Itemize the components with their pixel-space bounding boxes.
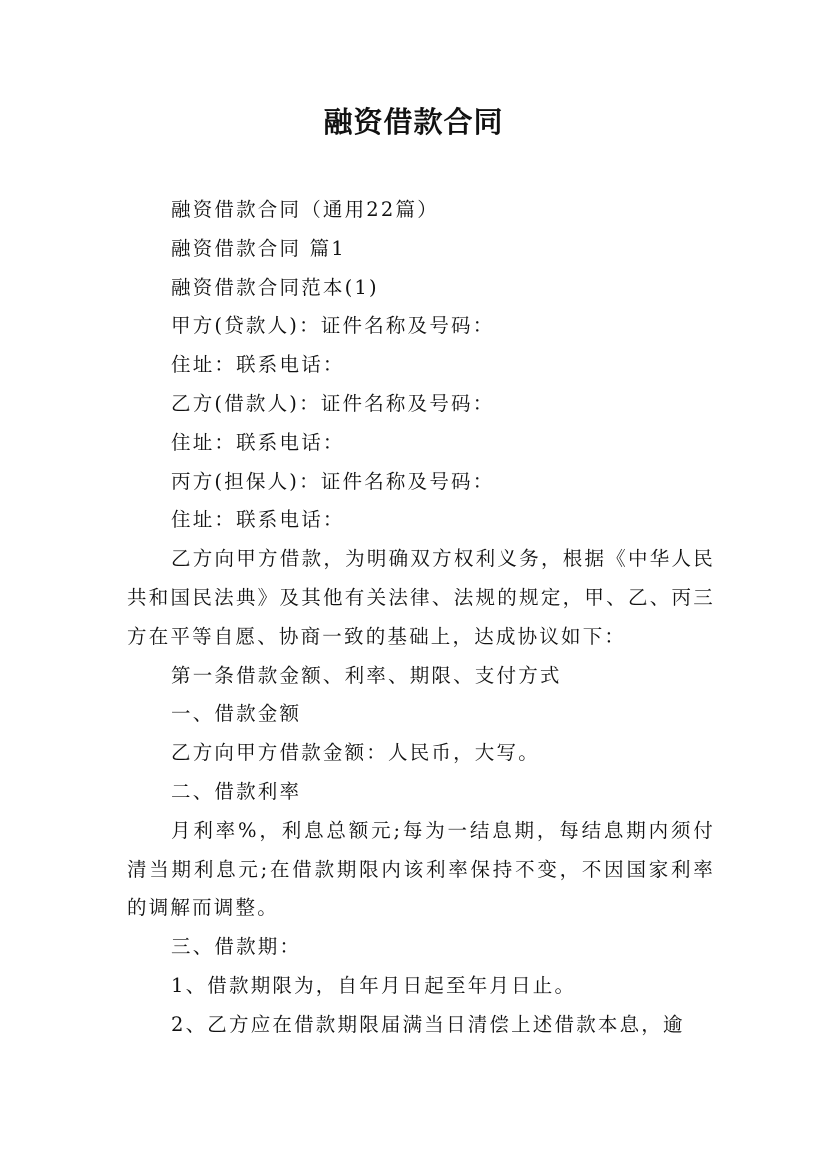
paragraph: 住址：联系电话： [171, 430, 345, 454]
paragraph: 乙方向甲方借款金额：人民币，大写。 [171, 741, 540, 765]
paragraph: 一、借款金额 [171, 702, 302, 726]
paragraph: 月利率%，利息总额元;每为一结息期，每结息期内须付清当期利息元;在借款期限内该利率保持不变，不因国家利率的调解而调整。 [127, 818, 715, 920]
paragraph: 2、乙方应在借款期限届满当日清偿上述借款本息，逾 [171, 1012, 685, 1036]
paragraph: 第一条借款金额、利率、期限、支付方式 [171, 663, 562, 687]
paragraph: 融资借款合同 篇1 [171, 236, 346, 260]
paragraph: 住址：联系电话： [171, 508, 345, 532]
paragraph: 丙方(担保人)：证件名称及号码： [171, 469, 495, 493]
paragraph: 住址：联系电话： [171, 353, 345, 377]
paragraph: 三、借款期： [171, 935, 302, 959]
paragraph: 1、借款期限为，自年月日起至年月日止。 [171, 973, 577, 997]
paragraph: 乙方(借款人)：证件名称及号码： [171, 391, 495, 415]
paragraph: 甲方(贷款人)：证件名称及号码： [171, 314, 495, 338]
paragraph: 融资借款合同（通用22篇） [171, 198, 439, 221]
paragraph: 乙方向甲方借款，为明确双方权利义务，根据《中华人民共和国民法典》及其他有关法律、法规的规定，甲、乙、丙三方在平等自愿、协商一致的基础上，达成协议如下： [127, 547, 715, 648]
document-title: 融资借款合同 [323, 105, 504, 139]
paragraph: 融资借款合同范本(1) [171, 275, 379, 299]
document-body [127, 191, 715, 1045]
paragraph: 二、借款利率 [171, 779, 302, 803]
